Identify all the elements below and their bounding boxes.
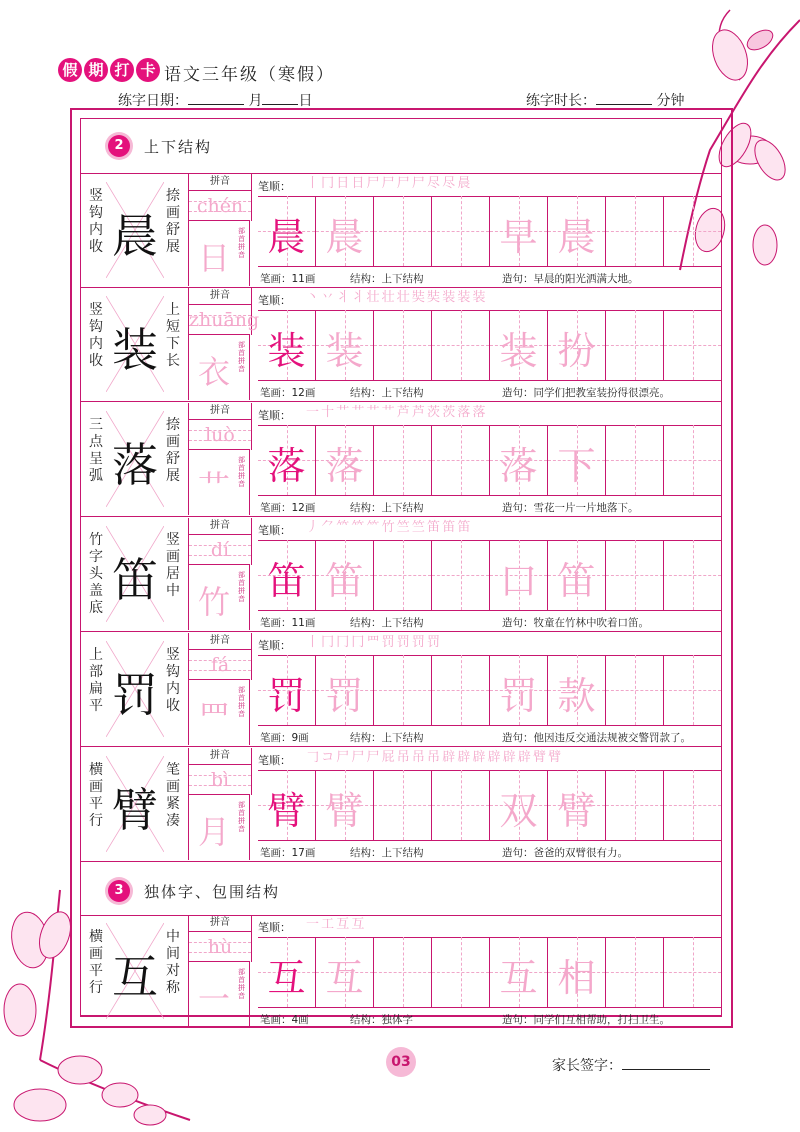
pinyin-header: 拼音 <box>188 915 252 931</box>
tip-right: 捺画舒展 <box>166 188 180 255</box>
day-blank[interactable] <box>262 92 298 105</box>
badge-char: 期 <box>84 58 108 82</box>
practice-char: 装 <box>267 329 306 373</box>
practice-cell[interactable] <box>606 540 664 610</box>
structure-type: 独体字 <box>381 1014 413 1026</box>
model-char: 落 <box>112 438 158 492</box>
radical-box[interactable] <box>188 961 250 1027</box>
practice-cell[interactable] <box>664 196 722 266</box>
tip-right: 中间对称 <box>166 929 180 996</box>
character-row <box>80 748 722 862</box>
tip-left: 三点呈弧 <box>89 417 103 484</box>
model-char-box <box>106 411 164 507</box>
practice-cell[interactable] <box>490 425 548 495</box>
radical-box[interactable] <box>188 220 250 286</box>
model-char: 罚 <box>112 668 158 722</box>
radical-label: 部首拼音 <box>238 456 245 488</box>
practice-cell[interactable] <box>432 655 490 725</box>
example-sentence: 他因违反交通法规被交警罚款了。 <box>533 732 691 744</box>
section-header <box>80 119 722 174</box>
section-header <box>80 867 722 916</box>
practice-cell[interactable] <box>548 310 606 380</box>
stroke-order-sequence: 𠃌 コ 尸 尸 尸 屁 吊 吊 吊 辟 辟 辟 辟 辟 辟 臂 臂 <box>306 750 561 765</box>
radical-box[interactable] <box>188 679 250 745</box>
tip-right: 竖钩内收 <box>166 647 180 714</box>
pinyin-header: 拼音 <box>188 748 252 764</box>
radical-label: 部首拼音 <box>238 341 245 373</box>
practice-grid <box>258 196 722 266</box>
tip-right: 捺画舒展 <box>166 417 180 484</box>
minutes-blank[interactable] <box>596 92 652 105</box>
pinyin-header: 拼音 <box>188 518 252 534</box>
char-info-bar <box>258 725 722 746</box>
practice-time-line <box>526 90 684 110</box>
practice-char: 笛 <box>557 559 596 603</box>
practice-char: 互 <box>267 956 306 1000</box>
practice-char: 互 <box>325 956 364 1000</box>
pinyin-text: dí <box>210 539 230 561</box>
stroke-order-sequence: 丶 丷 丬 丬 壮 壮 壮 奘 奘 装 装 装 <box>306 290 485 305</box>
tip-right: 上短下长 <box>166 302 180 369</box>
structure-info: 结构：上下结构 <box>350 732 424 744</box>
practice-char: 落 <box>499 444 538 488</box>
radical-box[interactable] <box>188 449 250 515</box>
practice-cell[interactable] <box>432 310 490 380</box>
month-label: 月 <box>248 93 263 109</box>
practice-cell[interactable] <box>432 770 490 840</box>
pinyin-box[interactable] <box>188 931 252 962</box>
pinyin-box[interactable] <box>188 304 260 335</box>
practice-cell[interactable] <box>374 540 432 610</box>
example-sentence: 同学们互相帮助，打扫卫生。 <box>533 1014 670 1026</box>
practice-cell[interactable] <box>490 540 548 610</box>
practice-cell[interactable] <box>548 770 606 840</box>
model-char: 笛 <box>112 553 158 607</box>
stroke-order-bar <box>258 403 722 426</box>
practice-char: 装 <box>499 329 538 373</box>
badge-char: 假 <box>58 58 82 82</box>
stroke-count: 4画 <box>291 1014 309 1026</box>
practice-cell[interactable] <box>664 937 722 1007</box>
pinyin-text: bì <box>210 769 230 791</box>
tip-left: 上部扁平 <box>89 647 103 714</box>
practice-cell[interactable] <box>548 425 606 495</box>
practice-cell[interactable] <box>490 196 548 266</box>
character-row <box>80 403 722 517</box>
character-row <box>80 915 722 1026</box>
stroke-order-label: 笔顺： <box>258 180 291 193</box>
tip-left: 横画平行 <box>89 929 103 996</box>
radical-label: 部首拼音 <box>238 968 245 1000</box>
stroke-order-sequence: 一 十 艹 艹 艹 艹 芦 芦 茨 茨 落 落 <box>306 405 485 420</box>
char-info-bar <box>258 610 722 631</box>
pinyin-box[interactable] <box>188 649 252 680</box>
practice-char: 落 <box>267 444 306 488</box>
character-row <box>80 518 722 632</box>
practice-char: 落 <box>325 444 364 488</box>
practice-cell[interactable] <box>548 655 606 725</box>
model-char-box <box>106 756 164 852</box>
stroke-order-label: 笔顺： <box>258 409 291 422</box>
example-sentence: 爸爸的双臂很有力。 <box>533 847 628 859</box>
pinyin-header: 拼音 <box>188 633 252 649</box>
practice-grid <box>258 655 722 725</box>
pinyin-box[interactable] <box>188 764 252 795</box>
sentence-info: 造句：牧童在竹林中吹着口笛。 <box>502 617 649 629</box>
practice-cell[interactable] <box>432 425 490 495</box>
stroke-order-bar <box>258 288 722 311</box>
practice-char: 臂 <box>557 789 596 833</box>
structure-type: 上下结构 <box>381 732 424 744</box>
practice-cell[interactable] <box>606 655 664 725</box>
practice-date-line <box>118 90 312 110</box>
practice-cell[interactable] <box>490 655 548 725</box>
holiday-checkin-badge <box>58 58 160 86</box>
stroke-count: 17画 <box>291 847 316 859</box>
practice-char: 臂 <box>267 789 306 833</box>
radical-char: 艹 <box>197 468 230 506</box>
pinyin-header: 拼音 <box>188 288 252 304</box>
date-label: 练字日期： <box>118 93 188 109</box>
model-char-box <box>106 296 164 392</box>
stroke-order-bar <box>258 518 722 541</box>
stroke-order-label: 笔顺： <box>258 754 291 767</box>
practice-grid <box>258 937 722 1007</box>
char-info-bar <box>258 266 722 287</box>
tip-left: 竹字头盖底 <box>89 532 103 616</box>
char-info-bar <box>258 495 722 516</box>
practice-cell[interactable] <box>606 770 664 840</box>
practice-cell[interactable] <box>490 770 548 840</box>
pinyin-box[interactable] <box>188 534 252 565</box>
practice-grid <box>258 770 722 840</box>
model-char: 装 <box>112 323 158 377</box>
radical-label: 部首拼音 <box>238 571 245 603</box>
practice-cell[interactable] <box>490 310 548 380</box>
practice-char: 相 <box>557 956 596 1000</box>
radical-box[interactable] <box>188 564 250 630</box>
practice-cell[interactable] <box>374 770 432 840</box>
practice-char: 笛 <box>325 559 364 603</box>
page-number: 03 <box>386 1047 416 1077</box>
sentence-info: 造句：同学们把教室装扮得很漂亮。 <box>502 387 670 399</box>
sentence-info: 造句：雪花一片一片地落下。 <box>502 502 639 514</box>
pinyin-box[interactable] <box>188 190 252 221</box>
practice-cell[interactable] <box>258 196 316 266</box>
practice-char: 晨 <box>557 215 596 259</box>
stroke-count: 9画 <box>291 732 309 744</box>
practice-cell[interactable] <box>432 196 490 266</box>
practice-cell[interactable] <box>664 540 722 610</box>
example-sentence: 雪花一片一片地落下。 <box>533 502 639 514</box>
structure-info: 结构：上下结构 <box>350 502 424 514</box>
practice-cell[interactable] <box>548 937 606 1007</box>
pinyin-text: hù <box>207 936 233 958</box>
practice-cell[interactable] <box>664 310 722 380</box>
char-info-bar <box>258 380 722 401</box>
radical-label: 部首拼音 <box>238 686 245 718</box>
signature-blank[interactable] <box>622 1057 710 1070</box>
practice-cell[interactable] <box>316 196 374 266</box>
radical-box[interactable] <box>188 334 250 400</box>
stroke-order-sequence: 一 工 互 互 <box>306 917 364 932</box>
structure-type: 上下结构 <box>381 387 424 399</box>
practice-cell[interactable] <box>258 310 316 380</box>
sentence-info: 造句：早晨的阳光洒满大地。 <box>502 273 639 285</box>
structure-type: 上下结构 <box>381 847 424 859</box>
practice-cell[interactable] <box>490 937 548 1007</box>
practice-cell[interactable] <box>316 655 374 725</box>
tip-right: 笔画紧凑 <box>166 762 180 829</box>
month-blank[interactable] <box>188 92 244 105</box>
practice-cell[interactable] <box>664 770 722 840</box>
practice-cell[interactable] <box>258 770 316 840</box>
practice-char: 罚 <box>499 674 538 718</box>
practice-cell[interactable] <box>606 310 664 380</box>
model-char: 互 <box>112 950 158 1004</box>
practice-char: 早 <box>499 215 538 259</box>
structure-type: 上下结构 <box>381 617 424 629</box>
stroke-order-bar <box>258 915 722 938</box>
structure-info: 结构：上下结构 <box>350 617 424 629</box>
stroke-order-bar <box>258 748 722 771</box>
pinyin-header: 拼音 <box>188 174 252 190</box>
strokes-info: 笔画：12画 <box>260 387 316 399</box>
tip-left: 竖钩内收 <box>89 188 103 255</box>
time-label: 练字时长： <box>526 93 596 109</box>
practice-char: 晨 <box>325 215 364 259</box>
char-info-bar <box>258 1007 722 1028</box>
practice-cell[interactable] <box>432 937 490 1007</box>
stroke-order-bar <box>258 174 722 197</box>
radical-label: 部首拼音 <box>238 801 245 833</box>
pinyin-header: 拼音 <box>188 403 252 419</box>
day-label: 日 <box>298 93 313 109</box>
practice-char: 扮 <box>557 329 596 373</box>
sentence-info: 造句：他因违反交通法规被交警罚款了。 <box>502 732 691 744</box>
radical-char: 竹 <box>197 583 230 621</box>
stroke-count: 12画 <box>291 502 316 514</box>
radical-char: 一 <box>197 980 230 1018</box>
practice-cell[interactable] <box>258 655 316 725</box>
grade-title: 语文三年级（寒假） <box>164 65 335 85</box>
practice-char: 互 <box>499 956 538 1000</box>
section-title: 上下结构 <box>144 137 213 156</box>
practice-cell[interactable] <box>258 540 316 610</box>
radical-label: 部首拼音 <box>238 227 245 259</box>
char-info-bar <box>258 840 722 861</box>
practice-char: 晨 <box>267 215 306 259</box>
character-row <box>80 633 722 747</box>
section-title: 独体字、包围结构 <box>144 882 281 901</box>
practice-grid <box>258 310 722 380</box>
structure-info: 结构：上下结构 <box>350 387 424 399</box>
practice-cell[interactable] <box>374 655 432 725</box>
practice-grid <box>258 540 722 610</box>
practice-char: 装 <box>325 329 364 373</box>
practice-cell[interactable] <box>258 937 316 1007</box>
example-sentence: 牧童在竹林中吹着口笛。 <box>533 617 649 629</box>
radical-char: 日 <box>197 239 230 277</box>
strokes-info: 笔画：4画 <box>260 1014 309 1026</box>
badge-char: 打 <box>110 58 134 82</box>
practice-cell[interactable] <box>548 196 606 266</box>
pinyin-text: fá <box>210 654 230 676</box>
stroke-order-label: 笔顺： <box>258 921 291 934</box>
model-char-box <box>106 923 164 1019</box>
section-number: 2 <box>108 135 130 157</box>
structure-info: 结构：上下结构 <box>350 847 424 859</box>
practice-char: 口 <box>499 559 538 603</box>
practice-cell[interactable] <box>316 770 374 840</box>
stroke-order-label: 笔顺： <box>258 524 291 537</box>
radical-char: 月 <box>197 813 230 851</box>
practice-cell[interactable] <box>316 540 374 610</box>
practice-char: 罚 <box>267 674 306 718</box>
model-char-box <box>106 526 164 622</box>
example-sentence: 早晨的阳光洒满大地。 <box>533 273 639 285</box>
practice-char: 罚 <box>325 674 364 718</box>
structure-type: 上下结构 <box>381 273 424 285</box>
practice-char: 臂 <box>325 789 364 833</box>
stroke-order-sequence: 丨 冂 冂 冂 罒 罚 罚 罚 罚 <box>306 635 440 650</box>
character-row <box>80 288 722 402</box>
stroke-order-sequence: 丨 冂 日 日 尸 尸 尸 尸 尽 尽 晨 <box>306 176 470 191</box>
pinyin-text: luò <box>205 424 235 446</box>
model-char-box <box>106 182 164 278</box>
practice-cell[interactable] <box>316 310 374 380</box>
model-char: 臂 <box>112 783 158 837</box>
radical-char: 衣 <box>197 353 230 391</box>
strokes-info: 笔画：12画 <box>260 502 316 514</box>
sentence-info: 造句：同学们互相帮助，打扫卫生。 <box>502 1014 670 1026</box>
practice-cell[interactable] <box>316 937 374 1007</box>
sentence-info: 造句：爸爸的双臂很有力。 <box>502 847 628 859</box>
practice-cell[interactable] <box>548 540 606 610</box>
radical-box[interactable] <box>188 794 250 860</box>
practice-cell[interactable] <box>316 425 374 495</box>
strokes-info: 笔画：11画 <box>260 617 316 629</box>
structure-info: 结构：独体字 <box>350 1014 413 1026</box>
practice-char: 下 <box>557 444 596 488</box>
practice-cell[interactable] <box>664 655 722 725</box>
practice-cell[interactable] <box>606 196 664 266</box>
pinyin-text: zhuāng <box>189 309 260 331</box>
pinyin-box[interactable] <box>188 419 252 450</box>
practice-cell[interactable] <box>374 425 432 495</box>
practice-cell[interactable] <box>374 310 432 380</box>
practice-cell[interactable] <box>664 425 722 495</box>
practice-grid <box>258 425 722 495</box>
tip-left: 横画平行 <box>89 762 103 829</box>
practice-cell[interactable] <box>374 937 432 1007</box>
practice-cell[interactable] <box>374 196 432 266</box>
model-char-box <box>106 641 164 737</box>
practice-cell[interactable] <box>258 425 316 495</box>
stroke-count: 11画 <box>291 617 316 629</box>
practice-char: 笛 <box>267 559 306 603</box>
example-sentence: 同学们把教室装扮得很漂亮。 <box>533 387 670 399</box>
character-row <box>80 174 722 288</box>
practice-cell[interactable] <box>606 937 664 1007</box>
stroke-count: 11画 <box>291 273 316 285</box>
badge-char: 卡 <box>136 58 160 82</box>
structure-info: 结构：上下结构 <box>350 273 424 285</box>
section-number: 3 <box>108 880 130 902</box>
structure-type: 上下结构 <box>381 502 424 514</box>
minutes-label: 分钟 <box>656 93 685 109</box>
radical-char: 罒 <box>197 698 230 736</box>
strokes-info: 笔画：9画 <box>260 732 309 744</box>
model-char: 晨 <box>112 209 158 263</box>
stroke-order-label: 笔顺： <box>258 294 291 307</box>
stroke-count: 12画 <box>291 387 316 399</box>
practice-cell[interactable] <box>432 540 490 610</box>
pinyin-text: chén <box>196 195 244 217</box>
signature-label: 家长签字： <box>552 1058 622 1074</box>
practice-char: 双 <box>499 789 538 833</box>
parent-signature-line <box>552 1055 710 1075</box>
practice-char: 款 <box>557 674 596 718</box>
stroke-order-sequence: 丿 ⺈ 𥫗 𥫗 ⺮ 竹 竺 竺 笛 笛 笛 <box>306 520 470 535</box>
stroke-order-label: 笔顺： <box>258 639 291 652</box>
practice-cell[interactable] <box>606 425 664 495</box>
tip-left: 竖钩内收 <box>89 302 103 369</box>
stroke-order-bar <box>258 633 722 656</box>
strokes-info: 笔画：17画 <box>260 847 316 859</box>
tip-right: 竖画居中 <box>166 532 180 599</box>
strokes-info: 笔画：11画 <box>260 273 316 285</box>
